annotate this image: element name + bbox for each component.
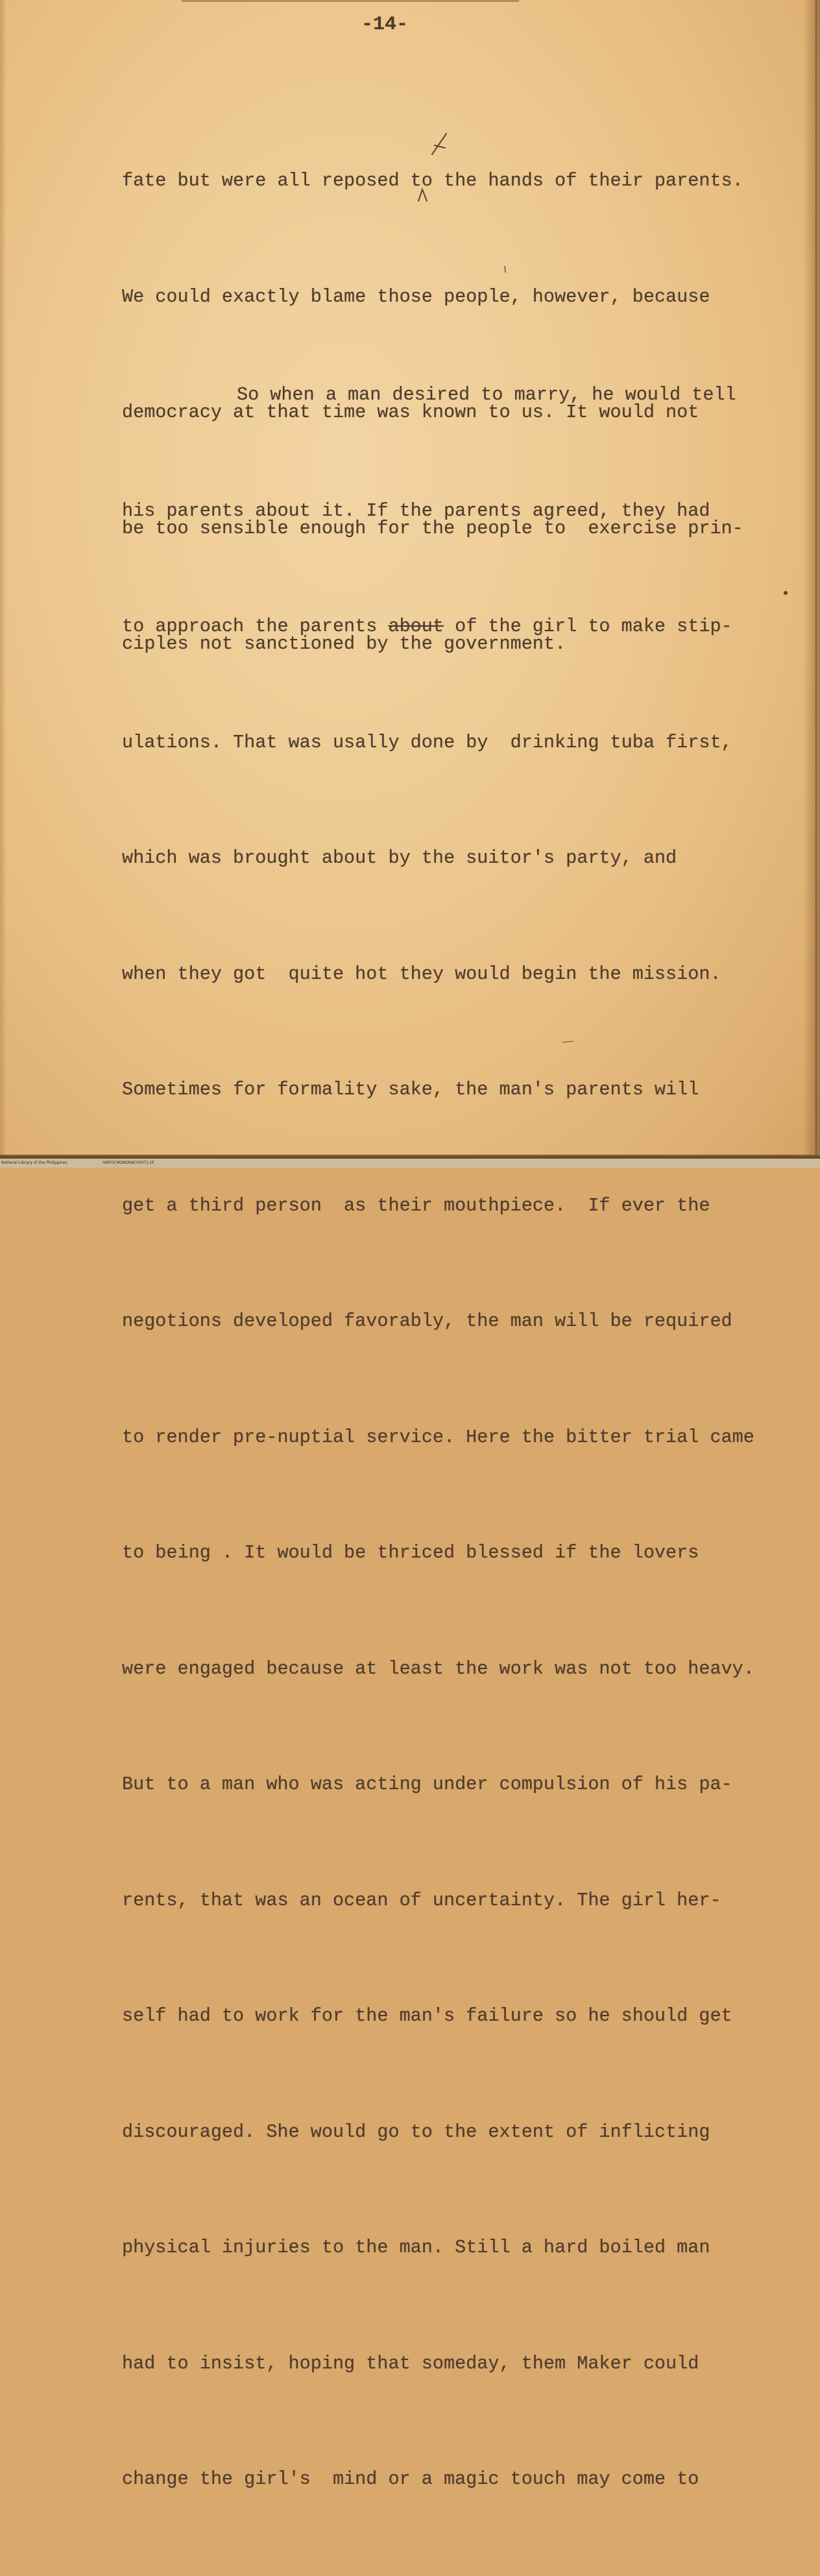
text-line: rents, that was an ocean of uncertainty. The girl her- [122,1889,721,1911]
text-line: change the girl's mind or a magic touch may come to [122,2468,699,2490]
text-line: fate but were all reposed to the hands of their parents. [122,170,743,191]
text-line: physical injuries to the man. Still a hard boiled man [122,2237,710,2258]
text-line: Sometimes for formality sake, the man's parents will [122,1079,699,1100]
paragraph-2 [122,298,754,2576]
ink-spot-icon [784,591,788,595]
text-line: which was brought about by the suitor's party, and [122,847,677,869]
page-right-edge-line [815,0,817,1159]
footer-library-name: National Library of the Philippines [1,1161,67,1165]
text-line: ulations. That was usally done by drinking tuba first, [122,731,732,753]
text-line: self had to work for the man's failure so he should get [122,2005,732,2027]
text-line: We could exactly blame those people, however, because [122,285,710,307]
page-left-edge [0,0,6,1159]
text-segment: to approach the parents [122,616,389,637]
text-line-with-strikeout [122,607,754,646]
text-line: were engaged because at least the work was not too heavy. [122,1657,754,1679]
page-number: -14- [361,14,409,36]
text-line: his parents about it. If the parents agreed, they had [122,500,710,522]
text-line: discouraged. She would go to the extent of inflicting [122,2121,710,2143]
text-line: when they got quite hot they would begin the mission. [122,963,721,985]
text-line: negotions developed favorably, the man will be required [122,1310,732,1332]
scan-footer-strip [0,1159,820,1168]
text-line: had to insist, hoping that someday, them Maker could [122,2352,699,2374]
text-line: to being . It would be thriced blessed if the lovers [122,1542,699,1563]
page-right-edge [803,0,820,1159]
text-line: But to a man who was acting under compulsion of his pa- [122,1774,732,1795]
footer-file-name: HRPOCMUNDRAC00071.tif [102,1161,154,1165]
text-line: So when a man desired to marry, he would tell [237,384,736,405]
text-segment: of the girl to make stip- [443,616,732,637]
text-line: be too sensible enough for the people to exercise prin- [122,517,743,539]
struck-out-word: about [388,616,444,637]
text-line: democracy at that time was known to us. It would not [122,402,699,423]
page-top-edge [182,0,519,2]
text-line: to render pre-nuptial service. Here the bitter trial came [122,1426,754,1448]
text-line: get a third person as their mouthpiece. If ever the [122,1194,710,1216]
text-line: ciples not sanctioned by the government. [122,633,566,655]
